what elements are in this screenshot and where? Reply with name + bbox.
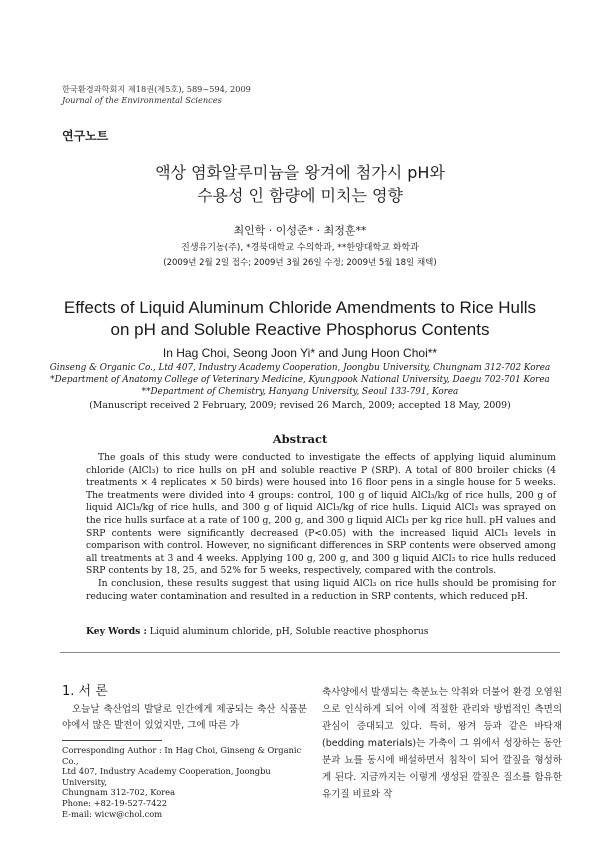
korean-title-line1: 액상 염화알루미늄을 왕겨에 첨가시 pH와 bbox=[155, 163, 445, 182]
english-affiliation-1: Ginseng & Organic Co., Ltd 407, Industry Academy Cooperation, Joongbu University, Chungnam 312-702 Korea bbox=[49, 363, 551, 373]
intro-left-column bbox=[62, 702, 307, 734]
intro-right-paragraph: 축사양에서 발생되는 축분뇨는 악취와 더불어 환경 오염원으로 인식하게 되어 이에 적절한 관리와 방법적인 측면의 관심이 증대되고 있다. 특히, 왕겨 등과 같은 바닥재(bedding materials)는 가축이 그 위에서 성장하는 동안 분과 뇨를 동시에 배설하면서 침착이 되어 깔짚을 형성하게 된다. 지금까지는 이렇게 생성된 깔짚은 질소를 함유한 유기질 비료와 작 bbox=[322, 687, 562, 800]
footnote-line-4: Phone: +82-19-527-7422 bbox=[62, 797, 168, 808]
journal-name: Journal of the Environmental Sciences bbox=[62, 95, 222, 105]
intro-left-paragraph: 오늘날 축산업의 발달로 인간에게 제공되는 축산 식품분야에서 많은 발전이 있었지만, 그에 따른 가 bbox=[62, 704, 307, 731]
abstract-paragraph-2: In conclusion, these results suggest that using liquid AlCl₃ on rice hulls should be promising for reducing water contamination and resulted in a reduction in SRP contents, which reduced pH. bbox=[86, 577, 556, 602]
journal-citation: 한국환경과학회지 제18권(제5호), 589~594, 2009 bbox=[62, 84, 251, 94]
english-title-line1: Effects of Liquid Aluminum Chloride Amendments to Rice Hulls bbox=[63, 298, 537, 317]
korean-title-line2: 수용성 인 함량에 미치는 영향 bbox=[197, 186, 403, 205]
abstract-heading: Abstract bbox=[272, 432, 328, 446]
abstract-paragraph-1: The goals of this study were conducted to investigate the effects of applying liquid aluminum chloride (AlCl₃) to rice hulls on pH and soluble reactive P (SRP). A total of 800 broiler chicks (4 treatments × 4 replicates × 50 birds) were housed into 16 floor pens in a single house for 5 weeks. The treatments were divided into 4 groups: control, 100 g of liquid AlCl₃/kg of rice hulls, 200 g of liquid AlCl₃/kg of rice hulls, and 300 g of liquid AlCl₃/kg of rice hulls. Liquid AlCl₃ was sprayed on the rice hulls surface at a rate of 100 g, 200 g, and 300 g liquid AlCl₃ per kg rice hull. pH values and SRP contents were significantly decreased (P<0.05) with the increased liquid AlCl₃ levels in comparison with control. However, no significant differences in SRP contents were observed among all treatments at 3 and 4 weeks. Applying 100 g, 200 g, and 300 g liquid AlCl₃ to rice hulls reduced SRP contents by 18, 25, and 52% for 5 weeks, respectively, compared with the controls. bbox=[86, 452, 556, 577]
abstract-body bbox=[86, 452, 556, 603]
manuscript-dates: (Manuscript received 2 February, 2009; revised 26 March, 2009; accepted 18 May, 2009) bbox=[89, 400, 511, 411]
keywords-label: Key Words : bbox=[86, 626, 147, 637]
english-title-line2: on pH and Soluble Reactive Phosphorus Contents bbox=[110, 320, 490, 339]
footnote-line-1: Corresponding Author : In Hag Choi, Ginseng & Organic Co., bbox=[62, 745, 302, 766]
english-affiliation-3: **Department of Chemistry, Hanyang University, Seoul 133-791, Korea bbox=[141, 387, 459, 397]
korean-affiliations: 진생유기농(주), *경북대학교 수의학과, **한양대학교 화학과 bbox=[181, 243, 419, 253]
footnote-line-2: Ltd 407, Industry Academy Cooperation, Joongbu University, bbox=[62, 766, 271, 787]
keywords bbox=[86, 626, 556, 637]
section-label: 연구노트 bbox=[62, 129, 109, 143]
intro-heading: 1. 서 론 bbox=[62, 684, 108, 699]
english-authors: In Hag Choi, Seong Joon Yi* and Jung Hoon Choi** bbox=[162, 346, 438, 360]
keywords-text: Liquid aluminum chloride, pH, Soluble reactive phosphorus bbox=[146, 626, 429, 637]
korean-dates: (2009년 2월 2일 접수; 2009년 3월 26일 수정; 2009년 5월 18일 채택) bbox=[163, 258, 437, 268]
footnote-line-3: Chungnam 312-702, Korea bbox=[62, 787, 176, 798]
footnote-line-5: E-mail: wicw@chol.com bbox=[62, 808, 163, 819]
section-divider bbox=[60, 652, 560, 653]
intro-right-column bbox=[322, 684, 562, 803]
corresponding-author-footnote bbox=[62, 745, 312, 819]
footnote-divider bbox=[62, 740, 162, 741]
korean-authors: 최인학 · 이성준* · 최정훈** bbox=[233, 224, 367, 237]
english-affiliation-2: *Department of Anatomy College of Veterinary Medicine, Kyungpook National University, Daegu 702-701 Korea bbox=[50, 375, 550, 385]
